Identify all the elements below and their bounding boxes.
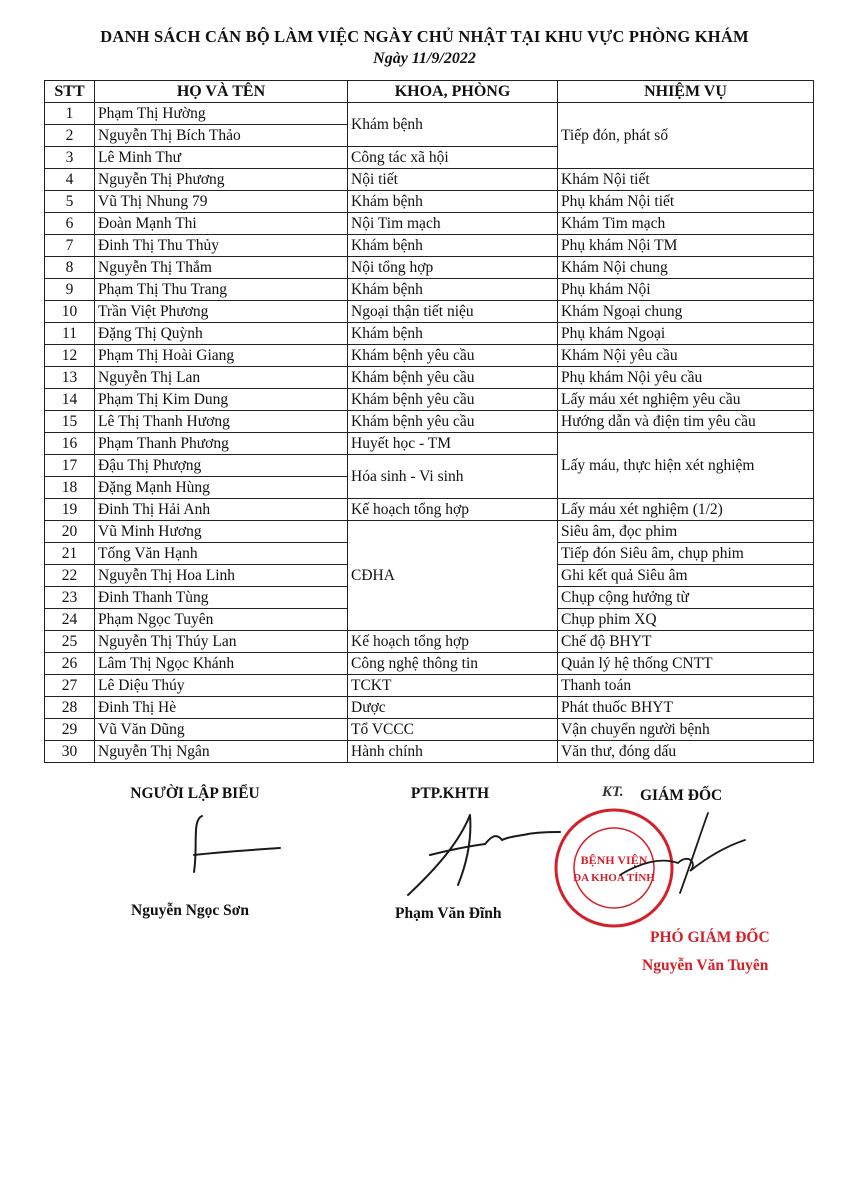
table-row <box>45 411 814 433</box>
row-department: Hóa sinh - Vi sinh <box>348 455 558 499</box>
row-department: Khám bệnh yêu cầu <box>348 345 558 367</box>
row-name: Tống Văn Hạnh <box>95 543 348 565</box>
row-stt: 24 <box>45 609 95 631</box>
header-name: HỌ VÀ TÊN <box>95 81 348 103</box>
row-department: Nội tổng hợp <box>348 257 558 279</box>
row-name: Trần Việt Phương <box>95 301 348 323</box>
deputy-signature <box>400 810 570 900</box>
row-stt: 1 <box>45 103 95 125</box>
row-department: Dược <box>348 697 558 719</box>
row-name: Phạm Thanh Phương <box>95 433 348 455</box>
table-row <box>45 301 814 323</box>
row-duty: Quản lý hệ thống CNTT <box>558 653 814 675</box>
row-name: Nguyễn Thị Hoa Linh <box>95 565 348 587</box>
director-signature <box>600 805 750 905</box>
row-duty: Lấy máu xét nghiệm yêu cầu <box>558 389 814 411</box>
table-header-row <box>45 81 814 103</box>
row-stt: 18 <box>45 477 95 499</box>
table-row <box>45 697 814 719</box>
row-stt: 13 <box>45 367 95 389</box>
row-stt: 8 <box>45 257 95 279</box>
stamp-line1: BỆNH VIỆN <box>580 853 648 867</box>
preparer-signature <box>180 810 290 880</box>
table-row <box>45 235 814 257</box>
table-row <box>45 389 814 411</box>
row-department: Kế hoạch tổng hợp <box>348 499 558 521</box>
row-name: Nguyễn Thị Lan <box>95 367 348 389</box>
row-stt: 9 <box>45 279 95 301</box>
document-title: DANH SÁCH CÁN BỘ LÀM VIỆC NGÀY CHỦ NHẬT TẠI KHU VỰC PHÒNG KHÁM <box>100 27 749 46</box>
row-department: Khám bệnh <box>348 191 558 213</box>
row-stt: 26 <box>45 653 95 675</box>
row-stt: 29 <box>45 719 95 741</box>
row-duty: Siêu âm, đọc phim <box>558 521 814 543</box>
row-duty: Khám Nội chung <box>558 257 814 279</box>
row-stt: 15 <box>45 411 95 433</box>
table-row <box>45 323 814 345</box>
row-duty: Khám Nội tiết <box>558 169 814 191</box>
row-duty: Vận chuyển người bệnh <box>558 719 814 741</box>
row-name: Nguyễn Thị Phương <box>95 169 348 191</box>
row-name: Phạm Thị Thu Trang <box>95 279 348 301</box>
row-department: Ngoại thận tiết niệu <box>348 301 558 323</box>
table-row <box>45 741 814 763</box>
table-row <box>45 367 814 389</box>
row-name: Nguyễn Thị Bích Thảo <box>95 125 348 147</box>
row-duty: Khám Ngoại chung <box>558 301 814 323</box>
row-stt: 22 <box>45 565 95 587</box>
row-name: Phạm Thị Hoài Giang <box>95 345 348 367</box>
row-duty: Thanh toán <box>558 675 814 697</box>
row-stt: 23 <box>45 587 95 609</box>
row-duty: Tiếp đón Siêu âm, chụp phim <box>558 543 814 565</box>
table-row <box>45 675 814 697</box>
row-department: Nội tiết <box>348 169 558 191</box>
row-name: Nguyễn Thị Thắm <box>95 257 348 279</box>
table-row <box>45 499 814 521</box>
deputy-name: Phạm Văn Đĩnh <box>395 905 502 922</box>
row-duty: Phụ khám Nội <box>558 279 814 301</box>
row-duty: Tiếp đón, phát số <box>558 103 814 169</box>
row-name: Lâm Thị Ngọc Khánh <box>95 653 348 675</box>
row-department: Công tác xã hội <box>348 147 558 169</box>
row-stt: 25 <box>45 631 95 653</box>
row-duty: Chế độ BHYT <box>558 631 814 653</box>
director-prefix: KT. <box>602 784 624 800</box>
preparer-name: Nguyễn Ngọc Sơn <box>131 902 249 919</box>
row-department: Khám bệnh <box>348 103 558 147</box>
header-stt: STT <box>45 81 95 103</box>
row-department: Khám bệnh <box>348 279 558 301</box>
row-duty: Chụp phim XQ <box>558 609 814 631</box>
row-stt: 3 <box>45 147 95 169</box>
row-department: Kế hoạch tổng hợp <box>348 631 558 653</box>
table-row <box>45 279 814 301</box>
row-department: Khám bệnh <box>348 235 558 257</box>
row-department: Khám bệnh yêu cầu <box>348 411 558 433</box>
table-row <box>45 653 814 675</box>
row-name: Đinh Thị Thu Thủy <box>95 235 348 257</box>
row-name: Đinh Thị Hải Anh <box>95 499 348 521</box>
row-duty: Lấy máu xét nghiệm (1/2) <box>558 499 814 521</box>
preparer-title: NGƯỜI LẬP BIỂU <box>130 785 260 802</box>
row-name: Vũ Văn Dũng <box>95 719 348 741</box>
row-name: Đinh Thị Hè <box>95 697 348 719</box>
deputy-title: PTP.KHTH <box>410 785 490 802</box>
row-stt: 20 <box>45 521 95 543</box>
row-stt: 4 <box>45 169 95 191</box>
row-duty: Phụ khám Nội TM <box>558 235 814 257</box>
row-duty: Khám Nội yêu cầu <box>558 345 814 367</box>
vice-director-title: PHÓ GIÁM ĐỐC <box>650 929 770 946</box>
row-department: Nội Tim mạch <box>348 213 558 235</box>
row-duty: Khám Tim mạch <box>558 213 814 235</box>
row-stt: 28 <box>45 697 95 719</box>
row-name: Nguyễn Thị Ngân <box>95 741 348 763</box>
director-title: GIÁM ĐỐC <box>640 787 723 804</box>
row-name: Phạm Thị Hường <box>95 103 348 125</box>
row-stt: 30 <box>45 741 95 763</box>
row-duty: Phụ khám Nội yêu cầu <box>558 367 814 389</box>
vice-director-name: Nguyễn Văn Tuyên <box>642 957 769 974</box>
row-name: Vũ Minh Hương <box>95 521 348 543</box>
row-duty: Lấy máu, thực hiện xét nghiệm <box>558 433 814 499</box>
row-name: Phạm Thị Kim Dung <box>95 389 348 411</box>
table-row <box>45 345 814 367</box>
table-row <box>45 103 814 125</box>
row-name: Đậu Thị Phượng <box>95 455 348 477</box>
table-row <box>45 433 814 455</box>
row-stt: 11 <box>45 323 95 345</box>
row-name: Đặng Thị Quỳnh <box>95 323 348 345</box>
document-date: Ngày 11/9/2022 <box>373 50 476 67</box>
table-row <box>45 257 814 279</box>
row-stt: 16 <box>45 433 95 455</box>
row-department: Tổ VCCC <box>348 719 558 741</box>
row-stt: 14 <box>45 389 95 411</box>
row-name: Phạm Ngọc Tuyên <box>95 609 348 631</box>
roster-table <box>44 80 814 763</box>
row-department: Hành chính <box>348 741 558 763</box>
row-department: Khám bệnh <box>348 323 558 345</box>
row-duty: Ghi kết quả Siêu âm <box>558 565 814 587</box>
table-row <box>45 191 814 213</box>
row-department: Khám bệnh yêu cầu <box>348 389 558 411</box>
row-name: Vũ Thị Nhung 79 <box>95 191 348 213</box>
row-name: Lê Thị Thanh Hương <box>95 411 348 433</box>
row-name: Đặng Mạnh Hùng <box>95 477 348 499</box>
table-row <box>45 213 814 235</box>
row-stt: 5 <box>45 191 95 213</box>
row-duty: Hướng dẫn và điện tim yêu cầu <box>558 411 814 433</box>
table-row <box>45 631 814 653</box>
row-department: Huyết học - TM <box>348 433 558 455</box>
row-duty: Phụ khám Ngoại <box>558 323 814 345</box>
row-department: TCKT <box>348 675 558 697</box>
table-row <box>45 719 814 741</box>
row-name: Nguyễn Thị Thúy Lan <box>95 631 348 653</box>
table-row <box>45 521 814 543</box>
row-stt: 17 <box>45 455 95 477</box>
row-department: Công nghệ thông tin <box>348 653 558 675</box>
row-stt: 2 <box>45 125 95 147</box>
table-row <box>45 169 814 191</box>
header-duty: NHIỆM VỤ <box>558 81 814 103</box>
row-stt: 6 <box>45 213 95 235</box>
row-name: Lê Diệu Thúy <box>95 675 348 697</box>
row-department: CĐHA <box>348 521 558 631</box>
row-stt: 7 <box>45 235 95 257</box>
row-name: Lê Minh Thư <box>95 147 348 169</box>
row-duty: Văn thư, đóng dấu <box>558 741 814 763</box>
row-stt: 27 <box>45 675 95 697</box>
row-stt: 12 <box>45 345 95 367</box>
row-name: Đoàn Mạnh Thi <box>95 213 348 235</box>
row-duty: Phụ khám Nội tiết <box>558 191 814 213</box>
row-duty: Phát thuốc BHYT <box>558 697 814 719</box>
row-duty: Chụp cộng hưởng từ <box>558 587 814 609</box>
row-stt: 19 <box>45 499 95 521</box>
header-department: KHOA, PHÒNG <box>348 81 558 103</box>
row-stt: 21 <box>45 543 95 565</box>
row-name: Đinh Thanh Tùng <box>95 587 348 609</box>
row-department: Khám bệnh yêu cầu <box>348 367 558 389</box>
stamp-line2: ĐA KHOA TỈNH <box>573 872 655 884</box>
row-stt: 10 <box>45 301 95 323</box>
